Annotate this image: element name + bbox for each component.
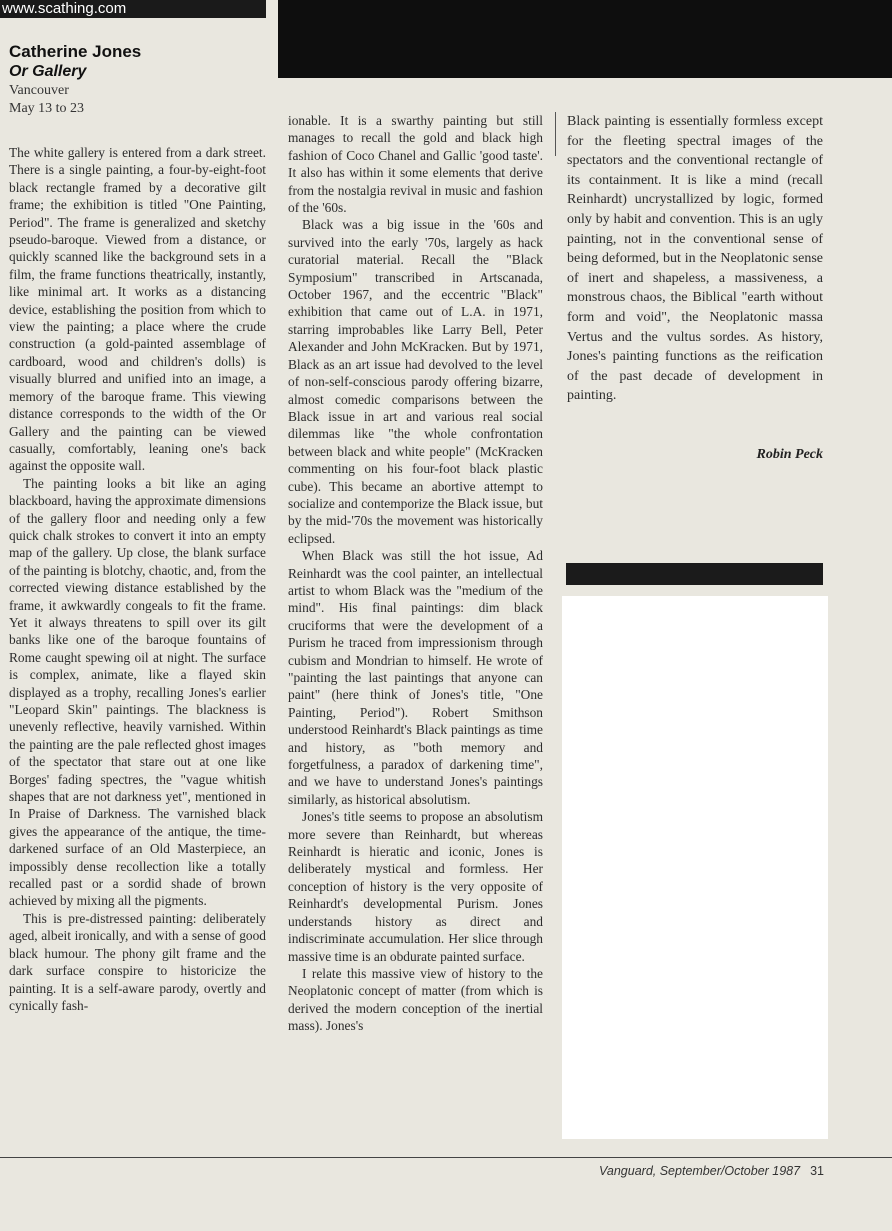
paragraph: This is pre-distressed painting: deliberately aged, albeit ironically, and with a sense of good black humour. The phony gilt frame and the dark surface conspire to historicize the painting. It is a self-aware parody, overtly and cynically fash-	[9, 910, 266, 1013]
column-divider	[555, 112, 556, 156]
paragraph: When Black was still the hot issue, Ad Reinhardt was the cool painter, an intellectual artist to whom Black was the "medium of the mind". His final paintings: dim black cruciforms that were the development of a Purism he traced from impressionism through cubism and Mondrian to himself. He wrote of "painting the last paintings that anyone can paint" (here think of Jones's title, "One Painting, Period"). Robert Smithson understood Reinhardt's Black paintings as time and history, as "both memory and forgetfulness, a paradox of darkening time", and we have to understand Jones's paintings similarly, as historical absolutism.	[288, 548, 543, 807]
article-column-1	[9, 144, 266, 1014]
article-column-3	[567, 112, 823, 406]
page-number: 31	[810, 1164, 824, 1178]
paragraph: ionable. It is a swarthy painting but still manages to recall the gold and black high fashion of Coco Chanel and Gallic 'good taste'. It also has within it some elements that derive from the nostalgia revival in music and fashion of the '60s.	[288, 113, 543, 216]
footer-divider	[0, 1157, 892, 1158]
paragraph: Jones's title seems to propose an absolutism more severe than Reinhardt, but whereas Reinhardt is hieratic and iconic, Jones is deliberately mystical and formless. Her conception of history is the very opposite of Reinhardt's developmental Purism. Jones understands history as direct and indiscriminate accumulation. Her slice through massive time is an obdurate painted surface.	[288, 809, 543, 964]
author-signature: Robin Peck	[756, 447, 823, 462]
city: Vancouver	[9, 83, 69, 98]
paragraph: The white gallery is entered from a dark street. There is a single painting, a four-by-eight-foot black rectangle framed by a decorative gilt frame; the exhibition is titled "One Painting, Period". The frame is generalized and sketchy pseudo-baroque. Viewed from a distance, or quickly scanned like the background sets in a film, the frame functions theatrically, instantly, like minimal art. It works as a distancing device, establishing the position from which to view the painting; a place where the crude construction (a gold-painted assemblage of cardboard, wood and children's dolls) is visually blurred and unified into an image, a memory of the baroque frame. This viewing distance corresponds to the width of the Or Gallery and the painting can be viewed casually, comfortably, leaning one's back against the opposite wall.	[9, 145, 266, 474]
blank-image-area	[562, 596, 828, 1139]
paragraph: I relate this massive view of history to the Neoplatonic concept of matter (from which is derived the modern conception of the inertial mass). Jones's	[288, 965, 543, 1034]
paragraph: Black painting is essentially formless except for the fleeting spectral images of the spectators and the conventional rectangle of its containment. It is like a mind (recall Reinhardt) uncrystallized by logic, formed only by habit and convention. This is an ugly painting, not in the conventional sense of being deformed, but in the Neoplatonic sense of inert and shapeless, a massiveness, a monstrous chaos, the Biblical "earth without form and void", the Neoplatonic massa Vertus and the vultus sordes. As history, Jones's painting functions as the reification of the past decade of development in painting.	[567, 114, 823, 404]
magazine-issue: Vanguard, September/October 1987	[599, 1164, 801, 1178]
site-watermark-url: www.scathing.com	[0, 0, 266, 18]
gallery-name: Or Gallery	[9, 63, 87, 80]
paragraph: Black was a big issue in the '60s and survived into the early '70s, largely as hack curatorial material. Recall the "Black Symposium" transcribed in Artscanada, October 1967, and the eccentric "Black" exhibition that came out of L.A. in 1971, starring improbables like Larry Bell, Peter Alexander and John McKracken. But by 1971, Black as an art issue had devolved to the level of non-self-conscious parody offering bizarre, almost comedic comparisons between the Black issue in art and various real social dilemmas like "the whole confrontation between black and white people" (McKracken commenting on his four-foot black plastic cube). This became an abortive attempt to socialize and contemporize the Black issue, but by the mid-'70s the movement was historically eclipsed.	[288, 217, 543, 546]
exhibition-dates: May 13 to 23	[9, 101, 85, 116]
black-rule-bar	[566, 563, 823, 585]
artist-name: Catherine Jones	[9, 42, 142, 61]
article-column-2	[288, 112, 543, 1035]
paragraph: The painting looks a bit like an aging blackboard, having the approximate dimensions of the gallery floor and needing only a few quick chalk strokes to convert it into an empty map of the gallery. Up close, the blank surface of the painting is blotchy, chaotic, and, from the corrected viewing distance established by the frame, it awkwardly congeals to fit the frame. Yet it always threatens to spill over its gilt banks like one of the baroque fountains of Rome caught spewing oil at night. The surface is complex, animate, like a flayed skin displayed as a trophy, recalling Jones's earlier "Leopard Skin" paintings. The blackness is unevenly reflective, heavily varnished. Within the painting are the pale reflected ghost images of the spectator that stare out at one like Borges' fading spectres, the "vague whitish shapes that are not darkness yet", mentioned in In Praise of Darkness. The varnished black gives the appearance of the antique, the time-darkened surface of an Old Masterpiece, an impossibly dense recollection like a totally recalled past or a sordid shade of brown achieved by mixing all the pigments.	[9, 475, 266, 909]
page-footer	[560, 1164, 824, 1178]
review-header	[9, 41, 269, 118]
top-right-black-band	[278, 0, 892, 78]
